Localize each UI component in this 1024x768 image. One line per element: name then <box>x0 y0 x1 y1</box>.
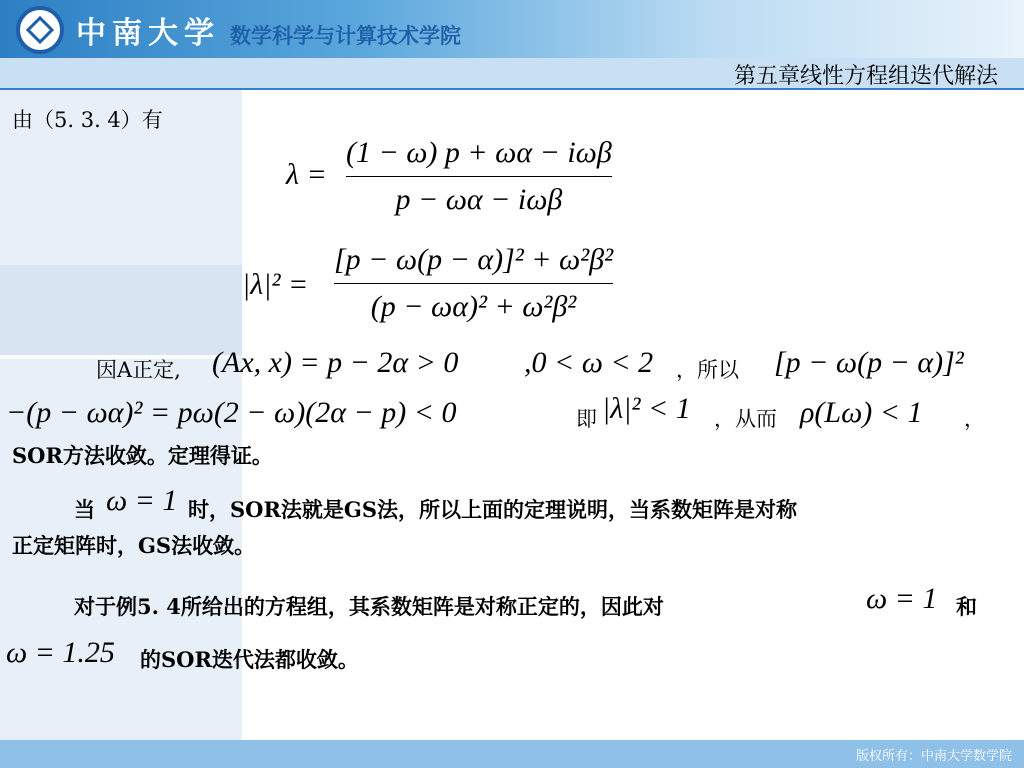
para1-math: ω = 1 <box>106 484 178 517</box>
header-banner <box>0 0 1024 58</box>
line3-math1: (Ax, x) = p − 2α > 0 <box>212 346 459 379</box>
line4-ji: 即 <box>576 407 597 431</box>
line3-text: ，所以 <box>676 358 739 382</box>
chapter-bar <box>0 58 1024 90</box>
footer-bar <box>0 740 1024 768</box>
eq2-denominator: (p − ωα)² + ω²β² <box>370 290 577 323</box>
para2-text2: 的SOR迭代法都收敛。 <box>140 647 359 672</box>
line3-prefix: 因A正定, <box>96 358 181 382</box>
para2-math1: ω = 1 <box>866 582 938 615</box>
line3-math2: ,0 < ω < 2 <box>524 346 654 379</box>
eq1-fraction <box>346 136 612 217</box>
line4-math3: ρ(Lω) < 1 <box>800 396 923 429</box>
para2-and: 和 <box>956 594 977 619</box>
intro-text: 由（5. 3. 4）有 <box>12 108 163 132</box>
school-name: 数学科学与计算技术学院 <box>230 24 461 48</box>
line4-comma: ， <box>964 407 985 431</box>
line5-text: SOR方法收敛。定理得证。 <box>12 443 273 468</box>
para1-text: 时，SOR法就是GS法，所以上面的定理说明，当系数矩阵是对称 <box>188 497 798 522</box>
university-name: 中南大学 <box>76 16 220 51</box>
para2-text: 对于例5. 4所给出的方程组，其系数矩阵是对称正定的，因此对 <box>74 594 664 619</box>
line4-math2: |λ|² < 1 <box>602 392 691 425</box>
line3-math3: [p − ω(p − α)]² <box>774 346 964 379</box>
para1-prefix: 当 <box>74 497 95 522</box>
eq2-numerator: [p − ω(p − α)]² + ω²β² <box>334 243 613 284</box>
para2-math2: ω = 1.25 <box>6 636 115 669</box>
chapter-title: 第五章线性方程组迭代解法 <box>733 64 998 89</box>
line4-text: ，从而 <box>714 407 777 431</box>
eq1-lhs: λ = <box>286 158 327 191</box>
university-logo-icon <box>16 6 64 54</box>
eq2-lhs: |λ|² = <box>242 268 309 301</box>
eq1-denominator: p − ωα − iωβ <box>395 183 563 216</box>
eq2-fraction <box>334 243 613 324</box>
eq1-numerator: (1 − ω) p + ωα − iωβ <box>346 136 612 177</box>
line4-math1: −(p − ωα)² = pω(2 − ω)(2α − p) < 0 <box>6 396 457 429</box>
copyright-text: 版权所有：中南大学数学院 <box>855 749 1012 764</box>
para1-line2: 正定矩阵时，GS法收敛。 <box>12 533 256 558</box>
